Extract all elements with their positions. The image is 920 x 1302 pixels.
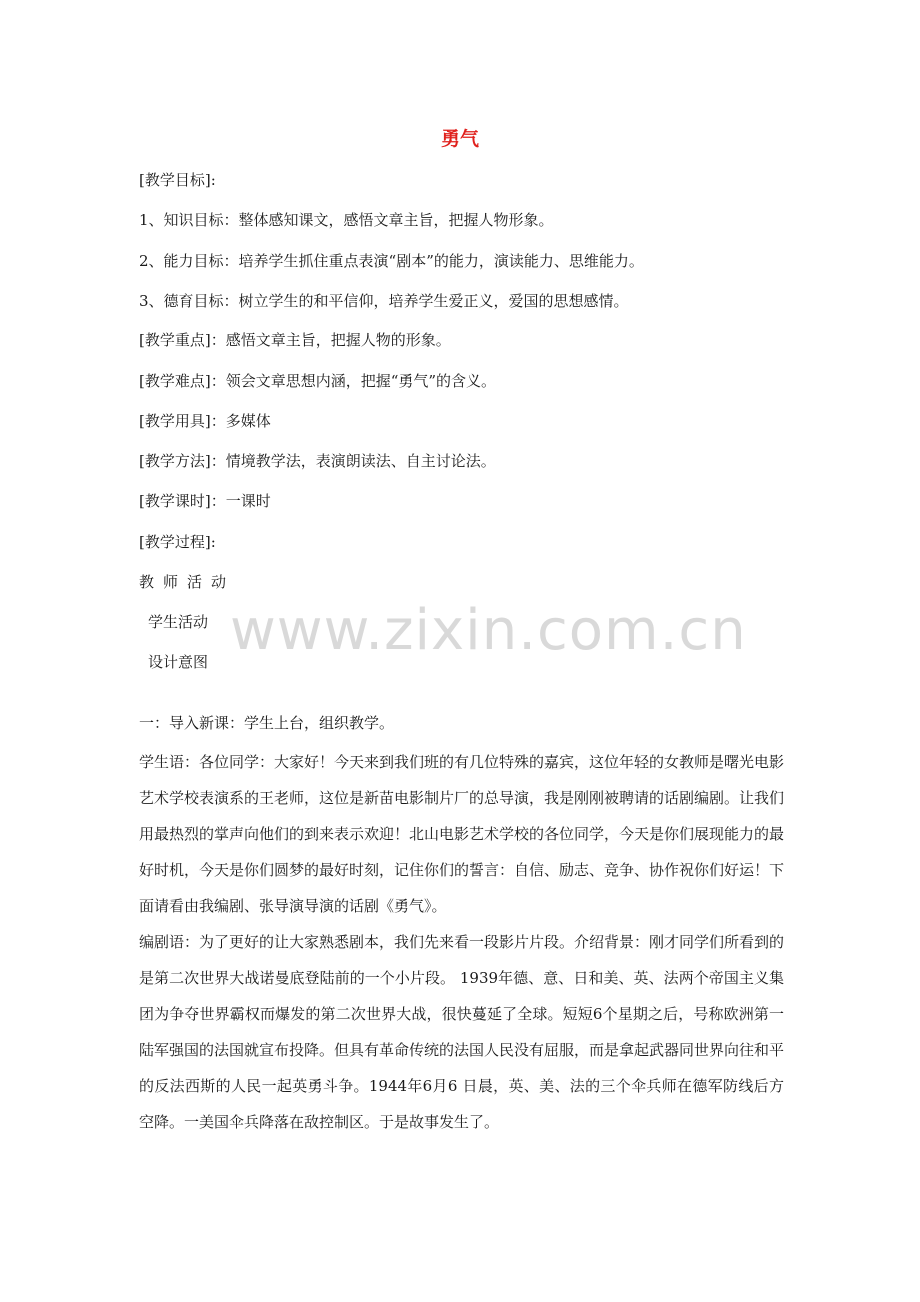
teaching-methods: [教学方法]：情境教学法，表演朗读法、自主讨论法。 <box>139 452 496 470</box>
objective-knowledge: 1、知识目标：整体感知课文，感悟文章主旨，把握人物形象。 <box>139 211 554 229</box>
heading-process: [教学过程]: <box>139 533 216 551</box>
teaching-difficulty: [教学难点]：领会文章思想内涵，把握“勇气”的含义。 <box>139 372 497 390</box>
column-teacher-activity: 教师活动 <box>139 573 236 591</box>
heading-objectives: [教学目标]: <box>139 171 216 189</box>
teaching-tools: [教学用具]：多媒体 <box>139 412 271 430</box>
section-intro: 一：导入新课：学生上台，组织教学。 <box>139 714 395 732</box>
objective-ability: 2、能力目标：培养学生抓住重点表演“剧本”的能力，演读能力、思维能力。 <box>139 252 644 270</box>
writer-speech-paragraph: 编剧语：为了更好的让大家熟悉剧本，我们先来看一段影片片段。介绍背景：刚才同学们所看到的是第二次世界大战诺曼底登陆前的一个小片段。 1939年德、意、日和美、英、法两个帝国主义集团为争夺世界霸权而爆发的第二次世界大战，很快蔓延了全球。短短6个星期之后，号称欧洲第一陆军强国的法国就宣布投降。但具有革命传统的法国人民没有屈服，而是拿起武器同世界向往和平的反法西斯的人民一起英勇斗争。1944年6月6 日晨，英、美、法的三个伞兵师在德军防线后方空降。一美国伞兵降落在敌控制区。于是故事发生了。 <box>139 933 785 1131</box>
column-design-intent: 设计意图 <box>148 653 209 671</box>
document-title: 勇气 <box>440 128 479 150</box>
column-student-activity: 学生活动 <box>148 613 209 631</box>
student-speech-paragraph: 学生语：各位同学：大家好！今天来到我们班的有几位特殊的嘉宾，这位年轻的女教师是曙光电影艺术学校表演系的王老师，这位是新苗电影制片厂的总导演，我是刚刚被聘请的话剧编剧。让我们用最热烈的掌声向他们的到来表示欢迎！北山电影艺术学校的各位同学，今天是你们展现能力的最好时机，今天是你们圆梦的最好时刻，记住你们的誓言：自信、励志、竞争、协作祝你们好运！下面请看由我编剧、张导演导演的话剧《勇气》。 <box>139 753 785 915</box>
teaching-focus: [教学重点]：感悟文章主旨，把握人物的形象。 <box>139 331 451 349</box>
objective-moral: 3、德育目标：树立学生的和平信仰，培养学生爱正义，爱国的思想感情。 <box>139 292 629 310</box>
teaching-hours: [教学课时]：一课时 <box>139 492 271 510</box>
watermark-text: www.zixin.com.cn <box>230 598 747 663</box>
